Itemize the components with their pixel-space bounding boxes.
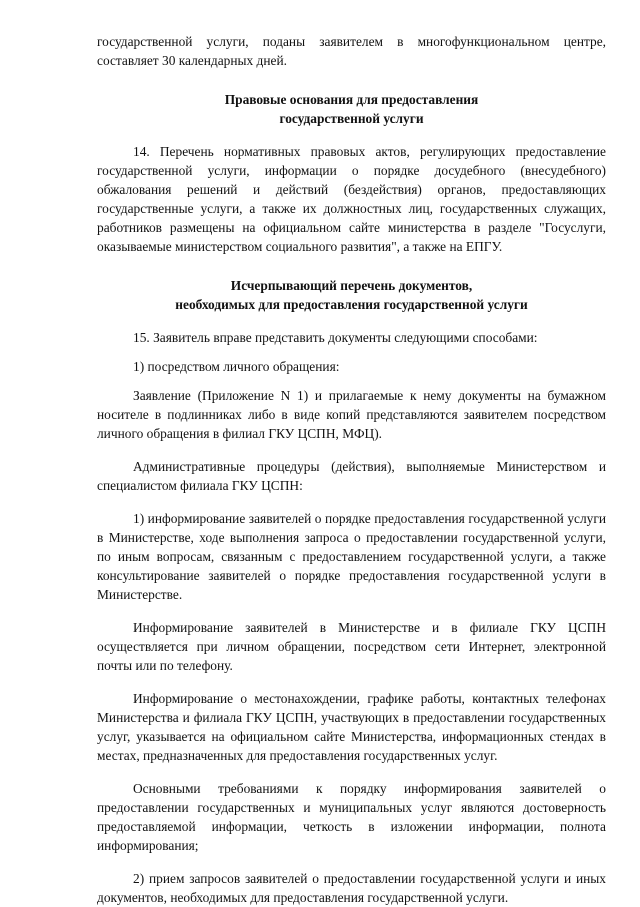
paragraph-informing: Информирование заявителей в Министерстве и в филиале ГКУ ЦСПН осуществляется при личном обращении, посредством сети Интернет, электронной почты или по телефону. xyxy=(97,620,606,673)
heading-documents-line1: Исчерпывающий перечень документов, xyxy=(230,278,473,293)
paragraph-requirements: Основными требованиями к порядку информирования заявителей о предоставлении государственных и муниципальных услуг являются достоверность предоставляемой информации, четкость в изложении информации, полнота информирования; xyxy=(97,781,606,853)
heading-documents-line2: необходимых для предоставления государственной услуги xyxy=(175,297,528,312)
heading-legal-basis xyxy=(97,90,606,128)
paragraph-admin-item-2: 2) прием запросов заявителей о предоставлении государственной услуги и иных документов, необходимых для предоставления государственной услуги. xyxy=(97,871,606,905)
paragraph-location: Информирование о местонахождении, графике работы, контактных телефонах Министерства и филиала ГКУ ЦСПН, участвующих в предоставлении государственных услуг, указывается на официальном сайте Министерства, информационных стендах в местах, предназначенных для предоставления государственных услуг. xyxy=(97,691,606,763)
paragraph-15-item-1: 1) посредством личного обращения: xyxy=(133,359,340,374)
paragraph-application: Заявление (Приложение N 1) и прилагаемые к нему документы на бумажном носителе в подлинниках либо в виде копий представляются заявителем посредством личного обращения в филиал ГКУ ЦСПН, МФЦ). xyxy=(97,388,606,441)
intro-paragraph: государственной услуги, поданы заявителем в многофункциональном центре, составляет 30 календарных дней. xyxy=(97,34,606,68)
paragraph-14: 14. Перечень нормативных правовых актов, регулирующих предоставление государственной услуги, информации о порядке досудебного (внесудебного) обжалования решений и действий (бездействия) органов, предоставляющих государственные услуги, а также их должностных лиц, государственных служащих, работников размещены на официальном сайте министерства в разделе "Госуслуги, оказываемые министерством социального развития", а также на ЕПГУ. xyxy=(97,144,606,254)
paragraph-admin-item-1: 1) информирование заявителей о порядке предоставления государственной услуги в Министерстве, ходе выполнения запроса о предоставлении государственной услуги, по иным вопросам, связанным с предоставлением государственной услуги, а также консультирование заявителей о порядке предоставления государственной услуги в Министерстве. xyxy=(97,511,606,602)
heading-legal-text: Правовые основания для предоставления государственной услуги xyxy=(224,92,479,126)
paragraph-15: 15. Заявитель вправе представить документы следующими способами: xyxy=(133,330,538,345)
paragraph-admin-procedures: Административные процедуры (действия), выполняемые Министерством и специалистом филиала ГКУ ЦСПН: xyxy=(97,459,606,493)
